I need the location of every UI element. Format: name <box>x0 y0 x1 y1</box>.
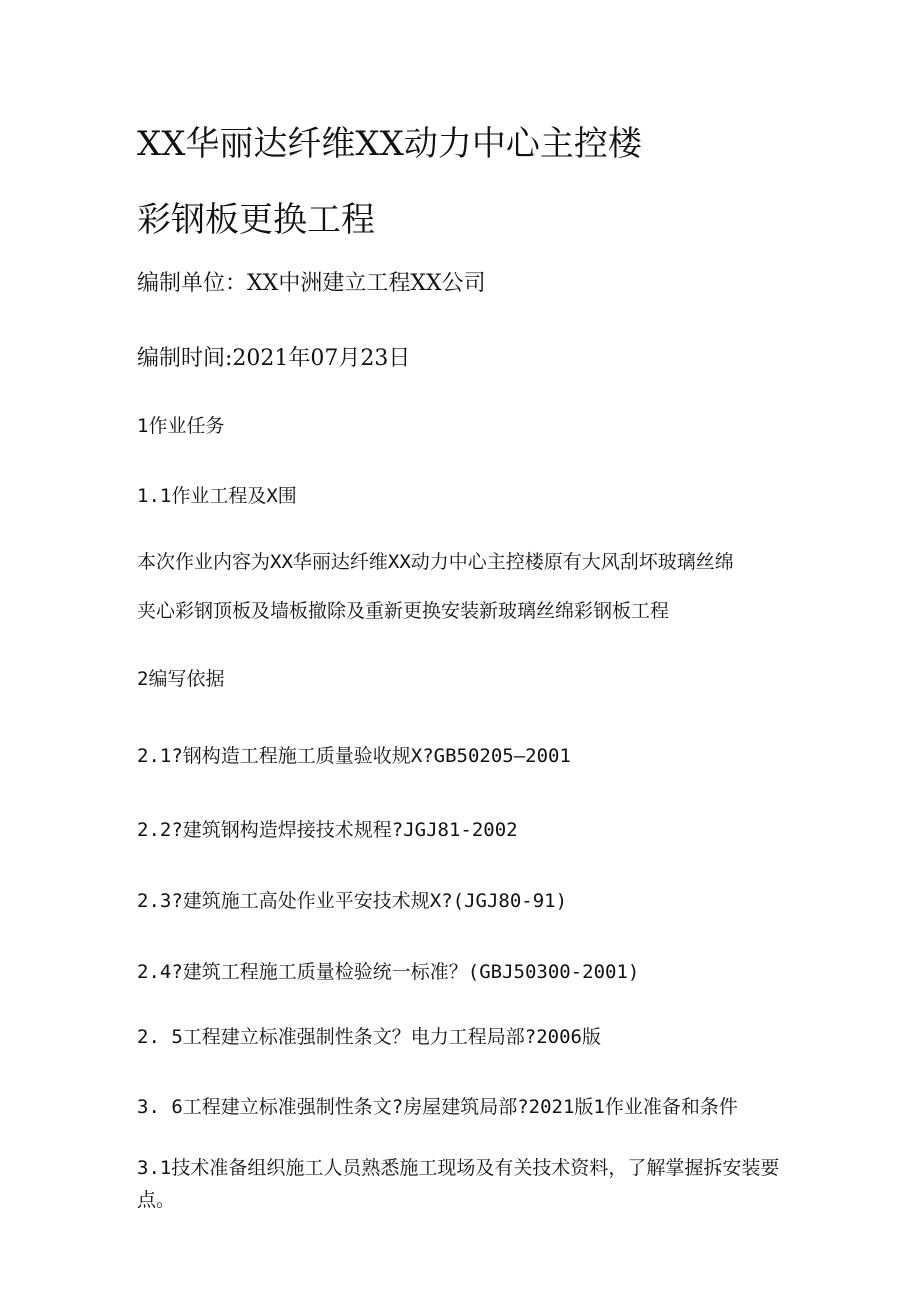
section-heading-1-1: 1.1作业工程及X围 <box>137 485 297 507</box>
reference-item-2-5: 2. 5工程建立标准强制性条文？电力工程局部?2006版 <box>137 1026 601 1048</box>
paragraph-line-1: 本次作业内容为XX华丽达纤维XX动力中心主控楼原有大风刮坏玻璃丝绵 <box>137 551 734 573</box>
document-title-line-2: 彩钢板更换工程 <box>137 200 375 240</box>
paragraph-line-2: 夹心彩钢顶板及墙板撤除及重新更换安装新玻璃丝绵彩钢板工程 <box>137 600 670 622</box>
reference-item-2-3: 2.3?建筑施工高处作业平安技术规X?(JGJ80-91) <box>137 890 568 912</box>
reference-item-2-2: 2.2?建筑钢构造焊接技术规程?JGJ81-2002 <box>137 819 518 841</box>
reference-item-2-4: 2.4?建筑工程施工质量检验统一标准？(GBJ50300-2001) <box>137 961 640 983</box>
technical-preparation-paragraph: 3.1技术准备组织施工人员熟悉施工现场及有关技术资料，了解掌握拆安装要点。 <box>137 1157 780 1211</box>
reference-item-3-6: 3. 6工程建立标准强制性条文?房屋建筑局部?2021版1作业准备和条件 <box>137 1096 738 1118</box>
section-heading-2: 2编写依据 <box>137 668 225 690</box>
compile-date: 编制时间:2021年07月23日 <box>137 346 411 371</box>
section-heading-1: 1作业任务 <box>137 415 225 437</box>
compiler-unit: 编制单位：XX中洲建立工程XX公司 <box>137 271 486 296</box>
document-title-line-1: XX华丽达纤维XX动力中心主控楼 <box>137 124 642 164</box>
reference-item-2-1: 2.1?钢构造工程施工质量验收规X?GB50205—2001 <box>137 745 571 767</box>
